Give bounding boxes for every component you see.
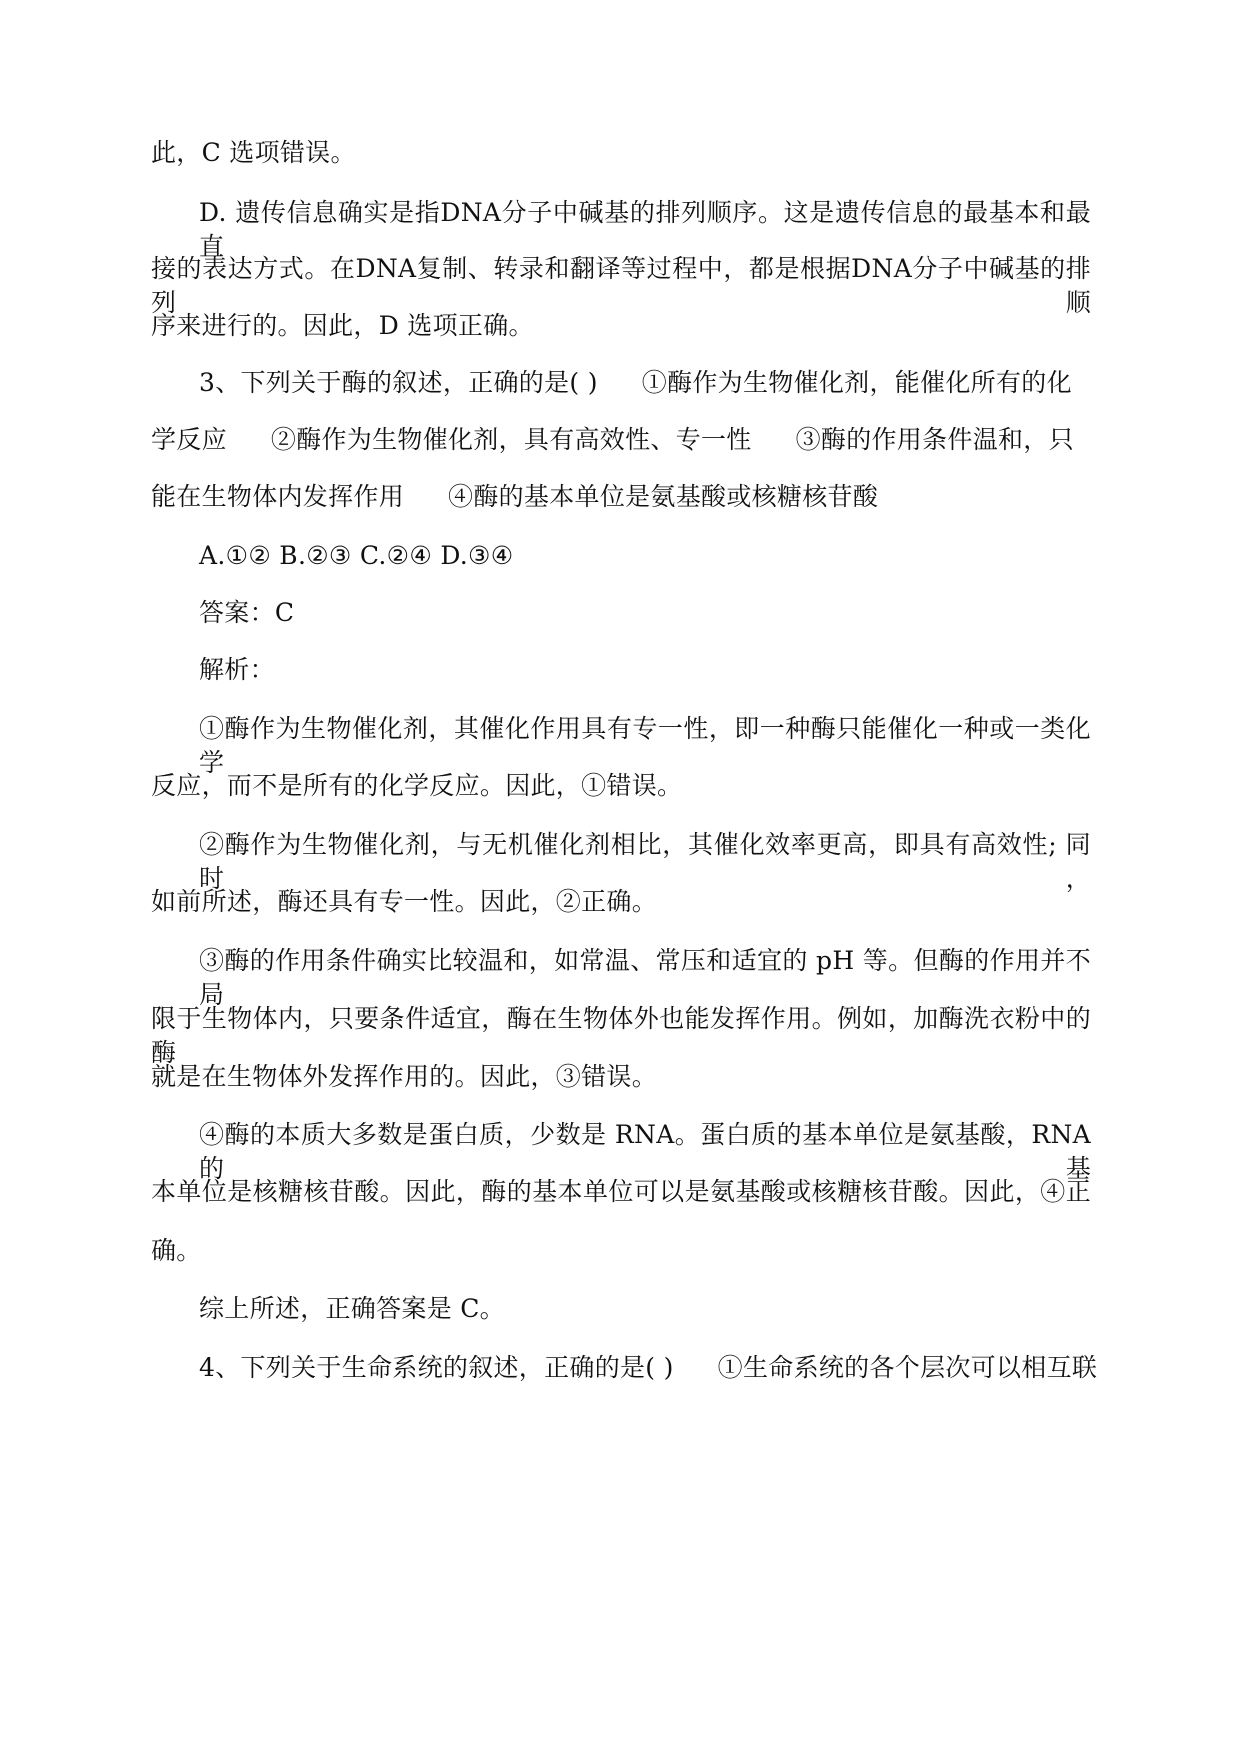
question-4-line-1 <box>199 1351 1098 1385</box>
question-3-option-2: ②酶作为生物催化剂，具有高效性、专一性 <box>270 425 752 454</box>
text-line: 如前所述，酶还具有专一性。因此，②正确。 <box>151 887 658 916</box>
question-3-line-1 <box>199 366 1091 400</box>
question-3-option-4: ④酶的基本单位是氨基酸或核糖核苷酸 <box>448 482 879 511</box>
question-3-option-3: ③酶的作用条件温和，只 <box>795 425 1074 454</box>
text-line: 反应，而不是所有的化学反应。因此，①错误。 <box>151 771 683 800</box>
text-line: ①酶作为生物催化剂，其催化作用具有专一性，即一种酶只能催化一种或一类化学 <box>199 714 1091 777</box>
question-3-option-1-cont: 学反应 <box>151 425 227 454</box>
question-3-line-2 <box>151 423 1091 457</box>
text-line: 此，C 选项错误。 <box>151 138 356 167</box>
question-3-option-3-cont: 能在生物体内发挥作用 <box>151 482 405 511</box>
question-4-option-1: ①生命系统的各个层次可以相互联 <box>717 1353 1098 1382</box>
text-line: 就是在生物体外发挥作用的。因此，③错误。 <box>151 1062 658 1091</box>
text-line: 限于生物体内，只要条件适宜，酶在生物体外也能发挥作用。例如，加酶洗衣粉中的酶 <box>151 1004 1091 1067</box>
text-line: 本单位是核糖核苷酸。因此，酶的基本单位可以是氨基酸或核糖核苷酸。因此，④正 <box>151 1177 1091 1206</box>
text-line: 确。 <box>151 1236 202 1265</box>
text-line: ④酶的本质大多数是蛋白质，少数是 RNA。蛋白质的基本单位是氨基酸，RNA 的基 <box>199 1120 1091 1183</box>
conclusion-line: 综上所述，正确答案是 C。 <box>199 1294 505 1323</box>
answer-choices: A.①② B.②③ C.②④ D.③④ <box>199 541 514 570</box>
answer-line: 答案：C <box>199 598 295 627</box>
question-3-line-3 <box>151 480 1091 514</box>
text-line: ③酶的作用条件确实比较温和，如常温、常压和适宜的 pH 等。但酶的作用并不局 <box>199 946 1091 1009</box>
text-line: 接的表达方式。在DNA复制、转录和翻译等过程中，都是根据DNA分子中碱基的排列顺 <box>151 254 1091 317</box>
text-line: 序来进行的。因此，D 选项正确。 <box>151 311 534 340</box>
question-3-stem: 3、下列关于酶的叙述，正确的是( ) <box>199 368 598 397</box>
text-line: D. 遗传信息确实是指DNA分子中碱基的排列顺序。这是遗传信息的最基本和最直 <box>199 198 1091 261</box>
question-3-option-1: ①酶作为生物催化剂，能催化所有的化 <box>641 368 1072 397</box>
question-4-stem: 4、下列关于生命系统的叙述，正确的是( ) <box>199 1353 674 1382</box>
text-line: ②酶作为生物催化剂，与无机催化剂相比，其催化效率更高，即具有高效性; 同时， <box>199 830 1091 893</box>
analysis-heading: 解析： <box>199 655 275 684</box>
